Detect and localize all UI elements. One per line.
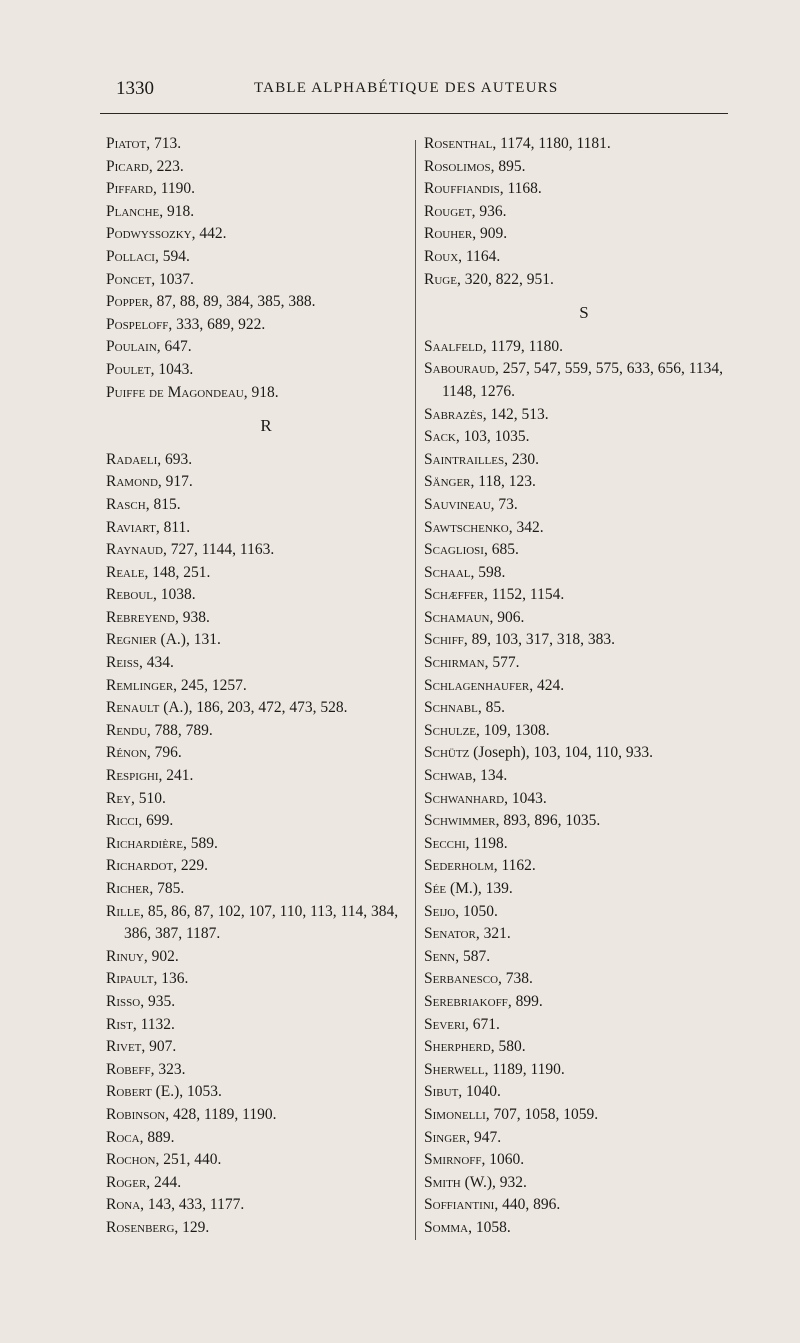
page-references: , 895. [490,157,526,175]
index-entry [424,539,744,562]
index-entry [106,562,426,585]
index-entry [424,1149,744,1172]
page-references: , 89, 103, 317, 318, 383. [463,631,615,649]
page-references: , 1043. [504,789,547,807]
page-references: , 109, 1308. [476,721,550,739]
section-letter: R [260,416,272,436]
author-name: Schulze [424,721,477,739]
index-entry [424,855,744,878]
index-entry [424,901,744,924]
page-references: , 671. [465,1015,500,1033]
index-entry [106,1127,426,1150]
page-references: , 428, 1189, 1190. [165,1105,277,1123]
page-references: , 148, 251. [144,563,211,581]
index-entry [106,314,426,337]
author-name: Rochon [106,1151,156,1169]
index-entry [106,584,426,607]
index-entry [424,720,744,743]
index-entry [424,246,744,269]
author-name: Sawtschenko [424,518,509,536]
page-references: , 1058. [468,1218,511,1236]
author-name: Poncet [106,270,152,288]
index-entry [106,291,426,314]
author-name: Sack [424,428,456,446]
page-references: , 1168. [499,180,542,198]
author-name: Radaeli [106,450,158,468]
page-references: , 647. [156,338,192,356]
author-name: Smith [424,1173,461,1191]
index-entry [106,720,426,743]
author-name: Ripault [106,970,154,988]
author-name: Smirnoff [424,1151,482,1169]
page-references: , 917. [157,473,193,491]
author-name: Raviart [106,518,156,536]
page-references: , 577. [484,654,520,672]
right-column [424,133,744,1240]
page-references: (W.), 932. [460,1173,527,1191]
index-entry [424,584,744,607]
author-name: Poulet [106,360,151,378]
index-entry [424,517,744,540]
page-references: , 85. [477,699,505,717]
index-entry [106,133,426,156]
index-entry [424,765,744,788]
page-references: , 906. [489,608,525,626]
author-name: Roux [424,247,459,265]
author-name: Schiff [424,631,464,649]
page-references: , 434. [138,654,174,672]
page-references: , 947. [466,1128,502,1146]
page-references: , 320, 822, 951. [456,270,554,288]
index-entry [424,1217,744,1240]
index-entry [424,742,744,765]
author-name: Rebreyend [106,608,176,626]
author-name: Ruge [424,270,457,288]
index-entry [106,539,426,562]
index-entry [424,494,744,517]
author-name: Rosolimos [424,157,491,175]
page-references: , 442. [191,225,227,243]
page-references: , 1132. [132,1015,175,1033]
author-name: Schwab [424,767,473,785]
page-references: , 699. [138,812,174,830]
author-name: Rivet [106,1038,142,1056]
author-name: Schwimmer [424,812,496,830]
author-name: Rasch [106,495,146,513]
author-name: Schirman [424,654,485,672]
index-entry [106,1059,426,1082]
author-name: Schamaun [424,608,490,626]
header-rule [100,113,728,114]
page-references: , 713. [146,135,182,152]
page-references: , 935. [140,992,176,1010]
page-references: , 440, 896. [494,1196,561,1214]
page-references: , 587. [455,947,491,965]
author-name: Severi [424,1015,466,1033]
page-references: , 1164. [458,247,501,265]
index-entry [424,788,744,811]
index-entry [106,878,426,901]
index-entry [424,1194,744,1217]
index-entry [106,517,426,540]
page-references: , 907. [141,1038,177,1056]
author-name: Serbanesco [424,970,499,988]
author-name: Sabrazès [424,405,483,423]
author-name: Scagliosi [424,541,484,559]
author-name: Sherwell [424,1060,485,1078]
index-entry [424,675,744,698]
author-name: Rouher [424,225,473,243]
index-entry [424,269,744,292]
author-name: Rey [106,789,132,807]
page-references: , 142, 513. [482,405,549,423]
index-entry [106,742,426,765]
index-entry [106,156,426,179]
author-name: Robinson [106,1105,166,1123]
index-entry [424,1081,744,1104]
author-name: Ricci [106,812,139,830]
author-name: Rendu [106,721,147,739]
page-references: (A.), 186, 203, 472, 473, 528. [159,699,348,717]
author-name: Soffiantini [424,1196,495,1214]
index-entry [424,810,744,833]
page-references: , 230. [504,450,539,468]
page-references: , 938. [175,608,210,626]
page-references: , 85, 86, 87, 102, 107, 110, 113, 114, 384, 386, 387, 1187. [124,902,399,943]
page-references: , 893, 896, 1035. [495,812,601,830]
index-entry [424,562,744,585]
page-references: (A.), 131. [156,631,221,649]
index-entry [106,833,426,856]
page-references: , 1037. [151,270,194,288]
page-references: , 785. [149,880,185,897]
author-name: Piatot [106,135,147,152]
author-name: Risso [106,992,141,1010]
index-entry [106,449,426,472]
page-references: , 1152, 1154. [483,586,565,604]
index-entry [424,923,744,946]
index-entry [424,358,744,403]
page-references: , 1198. [465,834,508,852]
author-name: Roger [106,1173,147,1191]
index-entry [106,178,426,201]
page-references: , 685. [483,541,519,559]
author-name: Sibut [424,1083,459,1101]
page-references: , 580. [490,1038,526,1056]
page-references: , 510. [131,789,166,807]
index-entry [106,810,426,833]
page-references: , 251, 440. [155,1151,222,1169]
index-entry [424,1172,744,1195]
author-name: Schnabl [424,699,478,717]
index-entry [424,201,744,224]
index-entry [424,1104,744,1127]
page-references: , 936. [471,202,507,220]
index-entry [106,201,426,224]
page-references: , 103, 1035. [455,428,530,446]
index-entry [106,336,426,359]
page-references: , 738. [498,970,533,988]
index-entry [424,697,744,720]
author-name: Simonelli [424,1105,486,1123]
page-references: , 899. [507,992,543,1010]
page-references: (E.), 1053. [151,1083,222,1101]
page-references: , 1179, 1180. [482,337,563,355]
author-name: Rinuy [106,947,144,965]
page-references: , 727, 1144, 1163. [163,541,275,559]
page-references: , 918. [159,202,195,220]
index-entry [424,336,744,359]
author-name: Sherpherd [424,1038,491,1056]
index-entry [106,607,426,630]
author-name: Senator [424,925,476,943]
index-entry [424,968,744,991]
page-references: , 1040. [458,1083,501,1101]
author-name: Reboul [106,586,154,604]
page-references: , 136. [153,970,189,988]
page-references: , 598. [470,563,506,581]
page-references: , 902. [143,947,179,965]
index-entry [106,494,426,517]
author-name: Pollaci [106,247,155,265]
page-references: , 796. [146,744,182,762]
left-column [106,133,426,1240]
page-references: , 811. [155,518,191,536]
author-name: Sederholm [424,857,494,875]
index-entry [106,1014,426,1037]
section-letter: S [579,303,589,323]
page-references: , 788, 789. [146,721,213,739]
author-name: Schwanhard [424,789,505,807]
running-title: TABLE ALPHABÉTIQUE DES AUTEURS [254,80,559,96]
index-entry [424,1036,744,1059]
page-references: , 1162. [493,857,536,875]
author-name: Picard [106,157,149,175]
author-name: Robeff [106,1060,151,1078]
author-name: Reiss [106,654,139,672]
index-entry [106,1104,426,1127]
author-name: Sée [424,880,447,897]
page-references: , 257, 547, 559, 575, 633, 656, 1134, 1148, 1276. [442,360,724,400]
page-references: , 1043. [150,360,194,378]
author-name: Rille [106,902,141,920]
page-references: , 143, 433, 1177. [140,1196,245,1214]
index-entry [424,652,744,675]
author-name: Schaal [424,563,471,581]
page-references: , 323. [150,1060,186,1078]
author-name: Popper [106,293,149,311]
page-references: , 1038. [153,586,196,604]
page-references: , 815. [145,495,181,513]
index-entry [424,471,744,494]
author-name: Pospeloff [106,315,169,333]
index-entry [106,675,426,698]
author-name: Robert [106,1083,152,1101]
index-entry [424,156,744,179]
author-name: Rosenthal [424,135,493,152]
index-entry [106,968,426,991]
index-entry [106,269,426,292]
author-name: Piffard [106,180,153,198]
author-name: Schlagenhaufer [424,676,530,694]
author-name: Rona [106,1196,141,1214]
page-references: , 693. [157,450,193,468]
author-name: Schütz [424,744,470,762]
index-entry [106,382,426,405]
index-entry [424,449,744,472]
index-entry [106,1194,426,1217]
author-name: Respighi [106,767,159,785]
page-references: , 241. [158,767,194,785]
author-name: Remlinger [106,676,174,694]
author-name: Somma [424,1218,469,1236]
author-name: Planche [106,202,160,220]
author-name: Poulain [106,338,157,356]
author-name: Richardière [106,834,183,852]
page-references: , 1190. [152,180,195,198]
page-references: , 1189, 1190. [484,1060,565,1078]
index-entry [106,788,426,811]
author-name: Seijo [424,902,456,920]
index-entry [424,404,744,427]
page-references: , 87, 88, 89, 384, 385, 388. [148,293,316,311]
page-references: (Joseph), 103, 104, 110, 933. [469,744,653,762]
page-references: , 129. [174,1218,210,1236]
index-entry [424,223,744,246]
author-name: Richardot [106,857,174,875]
author-name: Schæffer [424,586,484,604]
index-entry [106,246,426,269]
author-name: Rist [106,1015,133,1033]
page-references: , 889. [139,1128,175,1146]
page-references: , 424. [529,676,565,694]
author-name: Podwyssozky [106,225,192,243]
index-entry [106,991,426,1014]
author-name: Rouget [424,202,472,220]
page-references: , 909. [472,225,508,243]
index-entry [424,991,744,1014]
index-entry [106,359,426,382]
author-name: Sauvineau [424,495,491,513]
page-references: , 333, 689, 922. [168,315,266,333]
index-entry [106,901,426,946]
index-entry [106,855,426,878]
index-entry [424,607,744,630]
page-references: , 1174, 1180, 1181. [492,135,611,152]
page-references: , 245, 1257. [173,676,247,694]
author-name: Senn [424,947,456,965]
index-entry [106,1217,426,1240]
page-references: , 594. [154,247,190,265]
index-entry [424,1059,744,1082]
index-entry [106,1149,426,1172]
author-name: Reale [106,563,145,581]
author-name: Rouffiandis [424,180,500,198]
author-name: Singer [424,1128,467,1146]
index-entry [424,629,744,652]
page-references: , 918. [243,383,279,401]
page-references: , 229. [173,857,209,875]
page-references: , 134. [472,767,508,785]
index-entry [106,629,426,652]
index-entry [106,471,426,494]
index-entry [424,1127,744,1150]
index-entry [424,878,744,901]
index-entry [424,426,744,449]
index-entry [106,652,426,675]
page-number: 1330 [116,78,154,99]
page-references: , 321. [475,925,511,943]
page-references: , 223. [148,157,184,175]
author-name: Sabouraud [424,360,495,378]
author-name: Secchi [424,834,466,852]
page-references: , 1050. [455,902,498,920]
author-name: Saintrailles [424,450,505,468]
index-entry [106,1172,426,1195]
author-name: Richer [106,880,150,897]
page-references: , 707, 1058, 1059. [485,1105,599,1123]
index-entry [106,1036,426,1059]
index-entry [106,223,426,246]
index-entry [424,833,744,856]
author-name: Sänger [424,473,471,491]
author-name: Roca [106,1128,140,1146]
author-name: Rénon [106,744,147,762]
index-entry [106,765,426,788]
author-name: Renault [106,699,160,717]
author-name: Regnier [106,631,157,649]
page-references: , 589. [182,834,218,852]
page-header [116,78,726,106]
index-entry [106,1081,426,1104]
author-name: Raynaud [106,541,163,559]
index-entry [106,946,426,969]
index-entry [424,133,744,156]
index-entry [106,697,426,720]
page-references: (M.), 139. [446,880,513,897]
author-name: Ramond [106,473,158,491]
index-entry [424,1014,744,1037]
page-references: , 73. [490,495,518,513]
page-references: , 118, 123. [470,473,536,491]
page-references: , 342. [508,518,544,536]
page-references: , 1060. [481,1151,525,1169]
author-name: Saalfeld [424,337,483,355]
index-entry [424,946,744,969]
page-references: , 244. [146,1173,182,1191]
author-name: Puiffe de Magondeau [106,383,244,401]
author-name: Rosenberg [106,1218,175,1236]
index-entry [424,178,744,201]
author-name: Serebriakoff [424,992,508,1010]
